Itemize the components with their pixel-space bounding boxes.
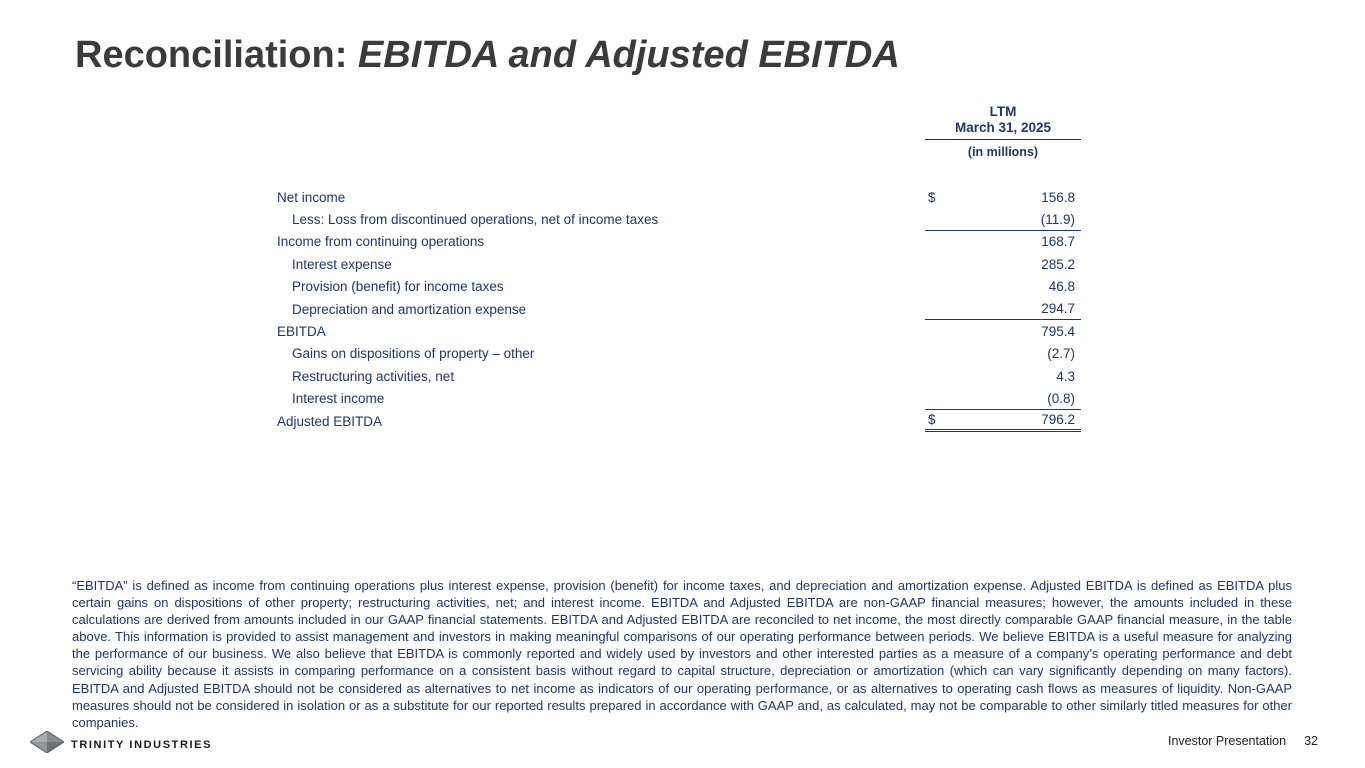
currency-symbol: $ bbox=[928, 189, 936, 205]
row-label: Provision (benefit) for income taxes bbox=[292, 279, 504, 295]
header-date: March 31, 2025 bbox=[954, 120, 1052, 135]
header-period-label: LTM bbox=[989, 104, 1017, 119]
row-label: Income from continuing operations bbox=[277, 234, 485, 250]
row-value: (11.9) bbox=[1040, 211, 1075, 227]
table-row bbox=[277, 276, 1081, 298]
row-value-cell bbox=[925, 186, 1081, 208]
row-label: Restructuring activities, net bbox=[292, 368, 455, 384]
row-label: Adjusted EBITDA bbox=[277, 413, 383, 429]
row-value-cell bbox=[925, 208, 1081, 230]
table-row bbox=[277, 388, 1081, 410]
table-row bbox=[277, 410, 1081, 432]
table-row bbox=[277, 365, 1081, 387]
row-value: 156.8 bbox=[1041, 189, 1075, 205]
row-value-cell bbox=[925, 410, 1081, 432]
table-row bbox=[277, 343, 1081, 365]
page-title bbox=[75, 34, 900, 77]
row-value: (0.8) bbox=[1047, 390, 1075, 406]
table-row bbox=[277, 231, 1081, 253]
row-value-cell bbox=[925, 231, 1081, 253]
table-row bbox=[277, 208, 1081, 230]
row-label: Interest expense bbox=[292, 256, 392, 272]
row-value: (2.7) bbox=[1047, 346, 1075, 362]
row-value-cell bbox=[925, 343, 1081, 365]
row-value: 294.7 bbox=[1041, 301, 1075, 317]
row-value-cell bbox=[925, 276, 1081, 298]
table-row bbox=[277, 298, 1081, 320]
row-label: Gains on dispositions of property – other bbox=[292, 346, 535, 362]
title-prefix: Reconciliation: bbox=[75, 34, 358, 76]
footer-brand bbox=[30, 731, 212, 758]
row-value: 285.2 bbox=[1041, 256, 1075, 272]
table-header bbox=[925, 104, 1081, 160]
table-row bbox=[277, 253, 1081, 275]
row-label: Net income bbox=[277, 189, 346, 205]
row-value: 795.4 bbox=[1041, 324, 1075, 340]
footer-meta bbox=[1168, 734, 1318, 748]
trinity-logo-icon bbox=[30, 731, 64, 758]
row-value-cell bbox=[925, 365, 1081, 387]
row-value: 168.7 bbox=[1041, 234, 1075, 250]
table-row bbox=[277, 320, 1081, 342]
header-units: (in millions) bbox=[967, 145, 1039, 159]
reconciliation-rows bbox=[277, 186, 1081, 432]
currency-symbol: $ bbox=[928, 412, 936, 428]
row-value-cell bbox=[925, 320, 1081, 342]
row-label: Interest income bbox=[292, 391, 385, 407]
presentation-label: Investor Presentation bbox=[1167, 734, 1287, 748]
row-label: Less: Loss from discontinued operations, net of income taxes bbox=[292, 212, 659, 228]
row-label: Depreciation and amortization expense bbox=[292, 301, 527, 317]
table-row bbox=[277, 186, 1081, 208]
title-emphasis: EBITDA and Adjusted EBITDA bbox=[357, 34, 900, 76]
brand-name: TRINITY INDUSTRIES bbox=[71, 738, 213, 751]
row-value: 46.8 bbox=[1048, 279, 1075, 295]
reconciliation-table bbox=[277, 104, 1081, 432]
row-label: EBITDA bbox=[277, 324, 326, 340]
row-value-cell bbox=[925, 388, 1081, 410]
row-value-cell bbox=[925, 253, 1081, 275]
row-value: 796.2 bbox=[1041, 412, 1075, 428]
row-value: 4.3 bbox=[1056, 368, 1075, 384]
page-number: 32 bbox=[1304, 734, 1318, 748]
row-value-cell bbox=[925, 298, 1081, 320]
footnote: “EBITDA” is defined as income from continuing operations plus interest expense, provision (benefit) for income taxes, and depreciation and amortization expense. Adjusted EBITDA is defined as EBITDA plus certain gains on dispositions of other property; restructuring activities, net; and interest income. EBITDA and Adjusted EBITDA are non-GAAP financial measures; however, the amounts included in these calculations are derived from amounts included in our GAAP financial statements. EBITDA and Adjusted EBITDA are reconciled to net income, the most directly comparable GAAP financial measure, in the table above. This information is provided to assist management and investors in making meaningful comparisons of our operating performance between periods. We believe EBITDA is a useful measure for analyzing the performance of our business. We also believe that EBITDA is commonly reported and widely used by investors and other interested parties as a measure of a company’s operating performance and debt servicing ability because it assists in comparing performance on a consistent basis without regard to capital structure, depreciation or amortization (which can vary significantly depending on many factors). EBITDA and Adjusted EBITDA should not be considered as alternatives to net income as indicators of our operating performance, or as alternatives to operating cash flows as measures of liquidity. Non-GAAP measures should not be considered in isolation or as a substitute for our reported results prepared in accordance with GAAP and, as calculated, may not be comparable to other similarly titled measures for other companies. bbox=[72, 578, 1292, 730]
table-header-period bbox=[925, 104, 1081, 140]
